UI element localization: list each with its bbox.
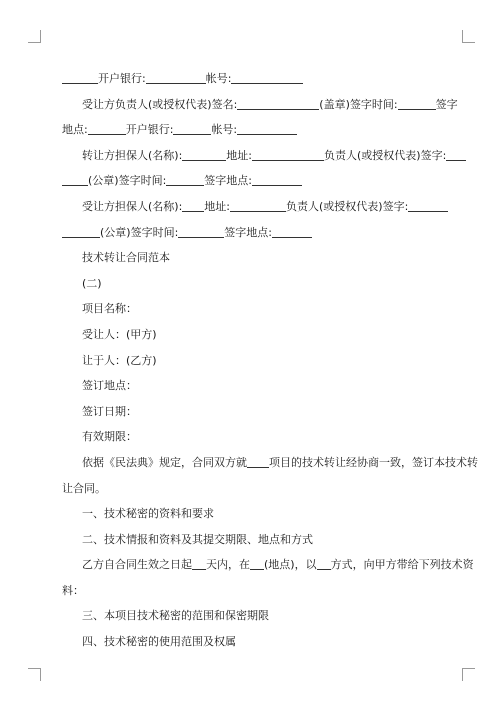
paragraph-delivery: 乙方自合同生效之日起 天内，在 (地点)，以 方式，向甲方带给下列技术资 bbox=[82, 558, 474, 572]
blank[interactable] bbox=[408, 198, 448, 212]
sign-date: 签订日期： bbox=[82, 404, 137, 418]
blank[interactable] bbox=[317, 556, 331, 570]
paragraph-basis: 依据《民法典》规定，合同双方就 项目的技术转让经协商一致，签订本技术转 bbox=[82, 455, 478, 469]
blank[interactable] bbox=[250, 556, 264, 570]
clause-1: 一、技术秘密的资料和要求 bbox=[82, 507, 214, 521]
blank[interactable] bbox=[230, 198, 286, 212]
blank[interactable] bbox=[173, 121, 211, 135]
crop-mark-bottom-left bbox=[28, 668, 41, 681]
blank[interactable] bbox=[178, 224, 224, 238]
blank[interactable] bbox=[446, 147, 466, 161]
transferor: 让于人：(乙方) bbox=[82, 353, 157, 367]
blank[interactable] bbox=[231, 70, 303, 84]
blank[interactable] bbox=[146, 70, 206, 84]
clause-3: 三、本项目技术秘密的范围和保密期限 bbox=[82, 609, 269, 623]
crop-mark-top-right bbox=[462, 30, 475, 43]
line-assignee-signature: 受让方负责人(或授权代表)签名: (盖章)签字时间: 签字 bbox=[82, 97, 458, 111]
blank[interactable] bbox=[62, 172, 88, 186]
line-assignee-guarantor: 受让方担保人(名称): 地址: 负责人(或授权代表)签字: bbox=[62, 194, 442, 220]
blank[interactable] bbox=[182, 198, 204, 212]
assignee: 受让人：(甲方) bbox=[82, 327, 157, 341]
blank[interactable] bbox=[237, 121, 297, 135]
paragraph-delivery-cont: 料： bbox=[62, 583, 84, 597]
blank[interactable] bbox=[252, 147, 324, 161]
sign-place: 签订地点： bbox=[82, 379, 137, 393]
blank[interactable] bbox=[182, 147, 226, 161]
validity-period: 有效期限： bbox=[82, 430, 137, 444]
blank[interactable] bbox=[252, 172, 302, 186]
line-place-bank: 地点: 开户银行: 帐号: bbox=[62, 117, 442, 143]
blank[interactable] bbox=[272, 224, 312, 238]
paragraph-basis-cont: 让合同。 bbox=[62, 481, 106, 495]
clause-2: 二、技术情报和资料及其提交期限、地点和方式 bbox=[82, 532, 313, 546]
document-body bbox=[62, 66, 478, 655]
project-name: 项目名称： bbox=[82, 302, 137, 316]
blank[interactable] bbox=[247, 454, 269, 468]
crop-mark-top-left bbox=[28, 30, 41, 43]
blank[interactable] bbox=[166, 172, 204, 186]
blank[interactable] bbox=[237, 96, 319, 110]
blank[interactable] bbox=[88, 121, 126, 135]
clause-4: 四、技术秘密的使用范围及权属 bbox=[82, 635, 236, 649]
blank[interactable] bbox=[62, 70, 98, 84]
line-seal-time-2: (公章)签字时间: 签字地点: bbox=[62, 220, 442, 246]
section-title: 技术转让合同范本 bbox=[82, 251, 170, 265]
line-seal-time-1: (公章)签字时间: 签字地点: bbox=[62, 168, 442, 194]
blank[interactable] bbox=[398, 96, 436, 110]
line-bank-account: 开户银行: 帐号: bbox=[62, 66, 442, 92]
section-number: (二) bbox=[82, 276, 102, 290]
crop-mark-bottom-right bbox=[462, 668, 475, 681]
blank[interactable] bbox=[62, 224, 100, 238]
line-transferor-guarantor: 转让方担保人(名称): 地址: 负责人(或授权代表)签字: bbox=[62, 143, 442, 169]
blank[interactable] bbox=[192, 556, 206, 570]
